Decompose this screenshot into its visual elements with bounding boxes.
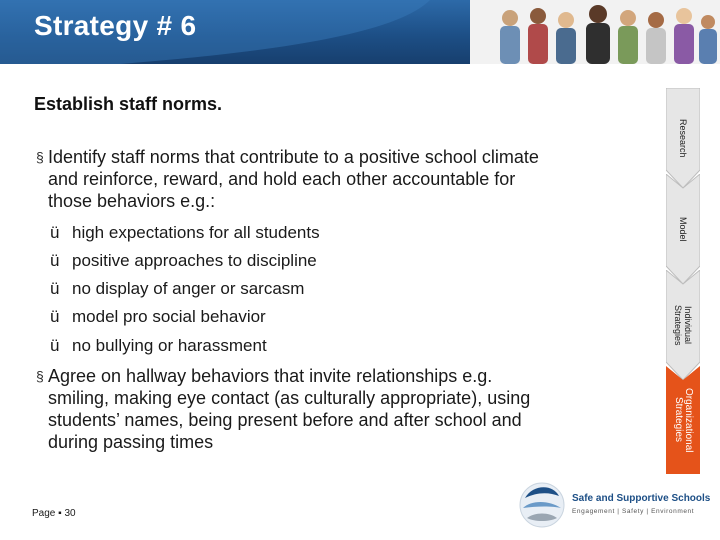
logo-tagline: Engagement | Safety | Environment: [572, 508, 695, 515]
check-item: [50, 335, 267, 357]
checkmark-icon: ü: [50, 279, 60, 298]
bullet-text: Agree on hallway behaviors that invite relationships e.g. smiling, making eye contact (as culturally appropriate), using students’ names, being present before and after school and during passing times: [48, 366, 531, 452]
checkmark-icon: ü: [50, 307, 60, 326]
check-text: positive approaches to discipline: [72, 251, 317, 270]
slide-title: Strategy # 6: [34, 10, 197, 41]
check-text: no bullying or harassment: [72, 336, 267, 355]
check-text: model pro social behavior: [72, 307, 266, 326]
tab-label: Individual Strategies: [673, 304, 693, 346]
header-banner: [0, 0, 720, 64]
tab-label: Organizational Strategies: [673, 387, 694, 453]
page-label: Page: [32, 508, 56, 519]
page-number-value: 30: [64, 508, 76, 519]
check-item: [50, 250, 317, 272]
tab-individual-strategies[interactable]: [666, 270, 700, 380]
page-bullet: ▪: [58, 508, 62, 519]
check-item: [50, 278, 304, 300]
tab-label: Research: [678, 118, 688, 158]
tab-model[interactable]: [666, 174, 700, 284]
bullet-item: [36, 365, 556, 453]
tab-label: Model: [678, 216, 688, 242]
checkmark-icon: ü: [50, 223, 60, 242]
page-number: [32, 508, 76, 519]
tab-research[interactable]: [666, 88, 700, 188]
globe-logo-icon: [515, 478, 569, 530]
checkmark-icon: ü: [50, 336, 60, 355]
bullet-marker-icon: §: [36, 368, 44, 384]
logo-name: Safe and Supportive Schools: [572, 493, 711, 504]
check-item: [50, 222, 320, 244]
section-heading: Establish staff norms.: [34, 94, 223, 114]
safe-supportive-schools-logo: [515, 478, 715, 530]
check-text: no display of anger or sarcasm: [72, 279, 305, 298]
check-item: [50, 306, 266, 328]
students-photo: [470, 0, 720, 64]
bullet-item: [36, 146, 556, 212]
tab-organizational-strategies[interactable]: [666, 366, 700, 474]
checkmark-icon: ü: [50, 251, 60, 270]
bullet-text: Identify staff norms that contribute to a positive school climate and reinforce, reward, and hold each other accountable for those behaviors e.g.:: [48, 147, 539, 211]
check-text: high expectations for all students: [72, 223, 320, 242]
bullet-marker-icon: §: [36, 149, 44, 165]
